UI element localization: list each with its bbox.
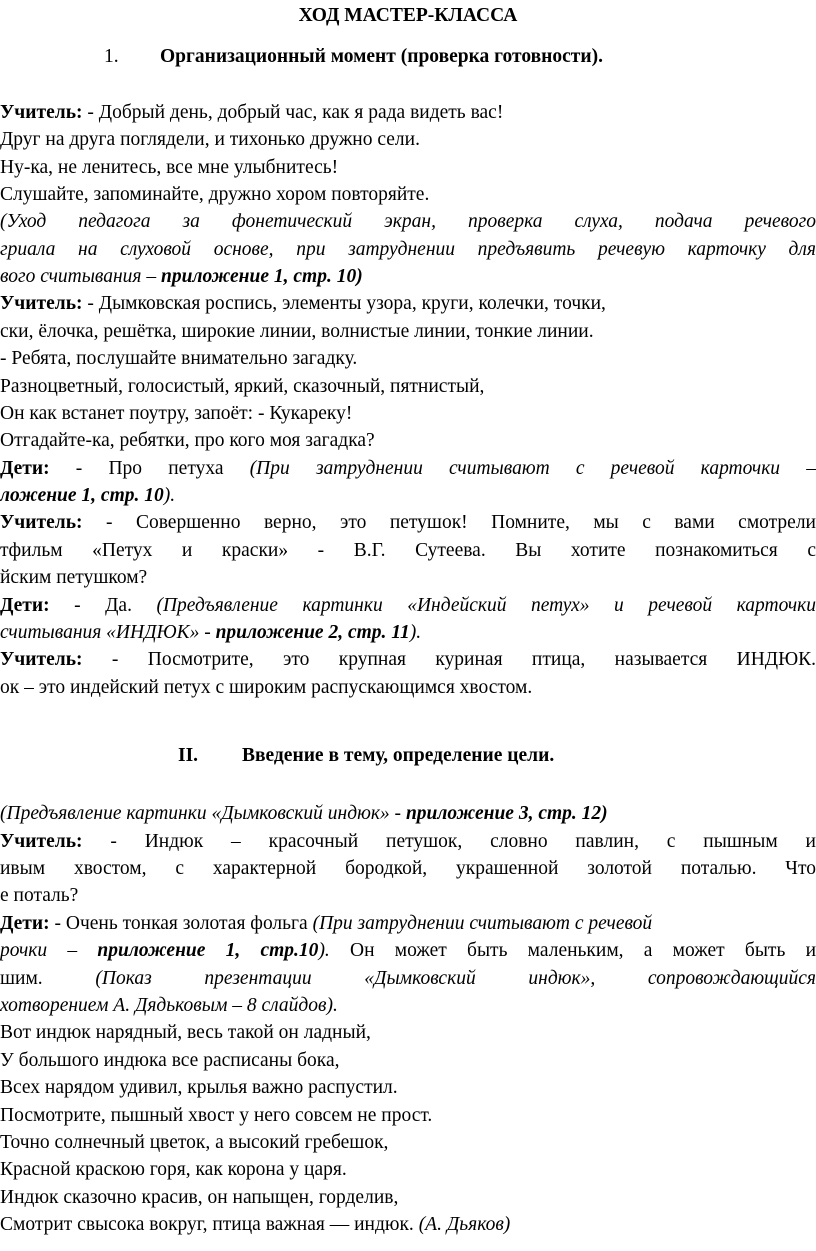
text-line: (Предъявление картинки «Дымковский индюк» - приложение 3, стр. 12) bbox=[0, 803, 608, 824]
text-line: Учитель: - Индюк – красочный петушок, словно павлин, с пышным и bbox=[0, 831, 816, 852]
text-line: Разноцветный, голосистый, яркий, сказочный, пятнистый, bbox=[0, 376, 485, 397]
text-line: Отгадайте-ка, ребятки, про кого моя загадка? bbox=[0, 430, 375, 451]
text-line: Дети: - Про петуха (При затруднении считывают с речевой карточки – bbox=[0, 458, 816, 479]
poem-line: Посмотрите, пышный хвост у него совсем не прост. bbox=[0, 1105, 433, 1126]
poem-line: Точно солнечный цветок, а высокий гребешок, bbox=[0, 1132, 389, 1153]
text-line: Дети: - Да. (Предъявление картинки «Индейский петух» и речевой карточки bbox=[0, 595, 816, 616]
text-line: Учитель: - Посмотрите, это крупная куриная птица, называется ИНДЮК. bbox=[0, 649, 816, 670]
text-line: ски, ёлочка, решётка, широкие линии, волнистые линии, тонкие линии. bbox=[0, 321, 594, 342]
text-line: Он как встанет поутру, запоёт: - Кукареку! bbox=[0, 403, 353, 424]
text-line: ок – это индейский петух с широким распускающимся хвостом. bbox=[0, 677, 533, 698]
poem-line: Всех нарядом удивил, крылья важно распустил. bbox=[0, 1077, 398, 1098]
text-line: Дети: - Очень тонкая золотая фольга (При затруднении считывают с речевой bbox=[0, 913, 653, 934]
poem-line: Красной краскою горя, как корона у царя. bbox=[0, 1159, 347, 1180]
text-line: шим. (Показ презентации «Дымковский индюк», сопровождающийся bbox=[0, 968, 816, 989]
text-line: вого считывания – приложение 1, стр. 10) bbox=[0, 266, 363, 287]
section-2-number: II. bbox=[178, 745, 199, 766]
text-line: йским петушком? bbox=[0, 567, 148, 588]
section-1-title: Организационный момент (проверка готовности). bbox=[160, 46, 603, 67]
page-title: ХОД МАСТЕР-КЛАССА bbox=[298, 5, 518, 26]
section-1-number: 1. bbox=[104, 46, 119, 67]
text-line: Слушайте, запоминайте, дружно хором повторяйте. bbox=[0, 184, 430, 205]
text-line: ложение 1, стр. 10). bbox=[0, 485, 176, 506]
text-line: Ну-ка, не ленитесь, все мне улыбнитесь! bbox=[0, 157, 339, 178]
text-line: - Ребята, послушайте внимательно загадку. bbox=[0, 348, 358, 369]
text-line: Учитель: - Совершенно верно, это петушок! Помните, мы с вами смотрели bbox=[0, 512, 816, 533]
text-line: рочки – приложение 1, стр.10). Он может быть маленьким, а может быть и bbox=[0, 940, 816, 961]
text-line: Учитель: - Дымковская роспись, элементы узора, круги, колечки, точки, bbox=[0, 293, 606, 314]
text-line: е поталь? bbox=[0, 885, 79, 906]
text-line: Учитель: - Добрый день, добрый час, как я рада видеть вас! bbox=[0, 102, 504, 123]
poem-line: У большого индюка все расписаны бока, bbox=[0, 1050, 340, 1071]
poem-line: Индюк сказочно красив, он напыщен, горделив, bbox=[0, 1187, 399, 1208]
poem-line: Вот индюк нарядный, весь такой он ладный, bbox=[0, 1022, 371, 1043]
text-line: Друг на друга поглядели, и тихонько дружно сели. bbox=[0, 129, 420, 150]
poem-line: Смотрит свысока вокруг, птица важная — индюк. (А. Дьяков) bbox=[0, 1214, 511, 1235]
text-line: (Уход педагога за фонетический экран, проверка слуха, подача речевого bbox=[0, 211, 816, 232]
text-line: гриала на слуховой основе, при затруднении предъявить речевую карточку для bbox=[0, 239, 816, 260]
text-line: считывания «ИНДЮК» - приложение 2, стр. 11). bbox=[0, 622, 422, 643]
text-line: хотворением А. Дядьковым – 8 слайдов). bbox=[0, 995, 338, 1016]
text-line: ивым хвостом, с характерной бородкой, украшенной золотой поталью. Что bbox=[0, 858, 816, 879]
text-line: тфильм «Петух и краски» - В.Г. Сутеева. Вы хотите познакомиться с bbox=[0, 540, 816, 561]
section-2-title: Введение в тему, определение цели. bbox=[242, 745, 555, 766]
